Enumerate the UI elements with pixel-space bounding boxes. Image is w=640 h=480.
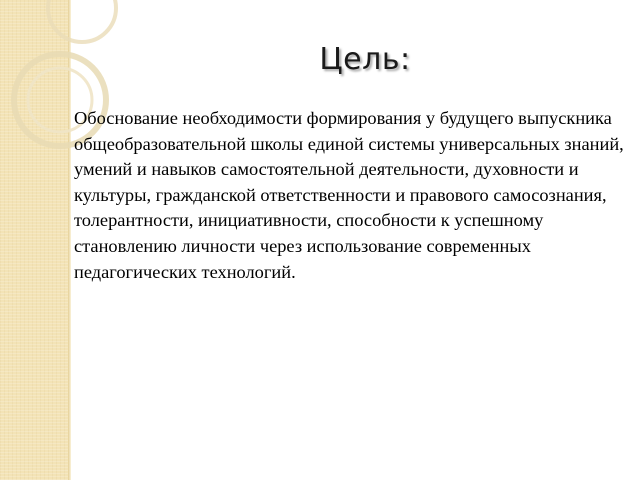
decorative-ring-top bbox=[48, 0, 116, 42]
slide-body-text: Обоснование необходимости формирования у будущего выпускника общеобразовательной школы единой системы универсальных знаний, умений и навыков самостоятельной деятельности, духовности и культуры, гражданской ответственности и правового самосознания, толерантности, инициативности, способности к успешному становлению личности через использование современных педагогических технологий. bbox=[74, 108, 624, 282]
slide-title: Цель: bbox=[319, 42, 411, 77]
